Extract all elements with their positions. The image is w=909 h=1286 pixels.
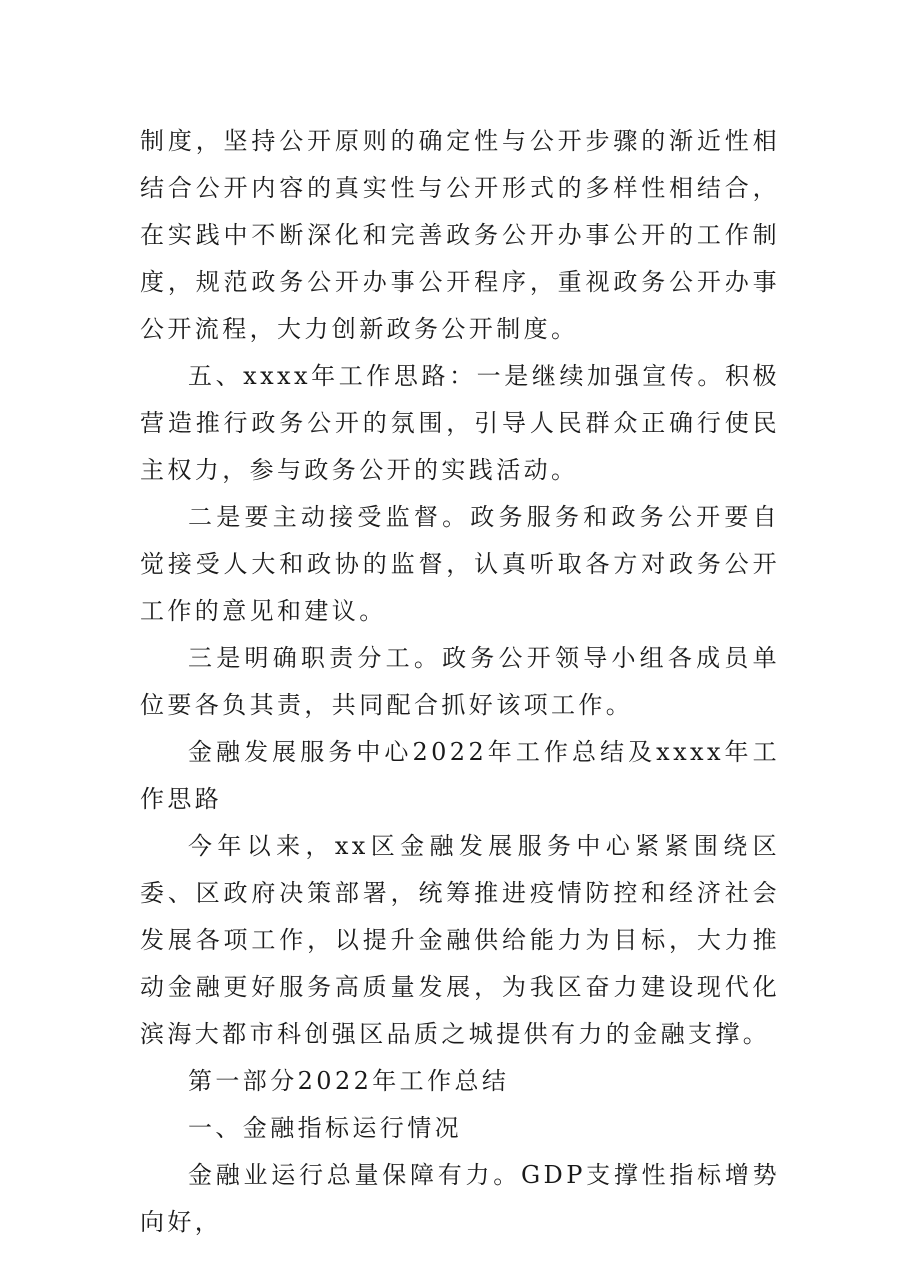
paragraph-financial-indicators: 金融业运行总量保障有力。GDP支撑性指标增势向好， (140, 1161, 780, 1236)
section-title: 金融发展服务中心2022年工作总结及xxxx年工作思路 (140, 738, 780, 813)
paragraph-continuation: 制度，坚持公开原则的确定性与公开步骤的渐近性相结合公开内容的真实性与公开形式的多样性相结合，在实践中不断深化和完善政务公开办事公开的工作制度，规范政务公开办事公开程序，重视政务公开办事公开流程，大力创新政务公开制度。 (140, 127, 780, 343)
paragraph-work-plan: 五、xxxx年工作思路：一是继续加强宣传。积极营造推行政务公开的氛围，引导人民群众正确行使民主权力，参与政务公开的实践活动。 (140, 362, 780, 484)
part-heading: 第一部分2022年工作总结 (188, 1067, 510, 1095)
paragraph-supervision: 二是要主动接受监督。政务服务和政务公开要自觉接受人大和政协的监督，认真听取各方对政务公开工作的意见和建议。 (140, 503, 780, 625)
subsection-heading: 一、金融指标运行情况 (188, 1114, 462, 1142)
document-body (140, 118, 780, 1246)
paragraph-responsibility: 三是明确职责分工。政务公开领导小组各成员单位要各负其责，共同配合抓好该项工作。 (140, 644, 780, 719)
paragraph-introduction: 今年以来，xx区金融发展服务中心紧紧围绕区委、区政府决策部署，统筹推进疫情防控和经济社会发展各项工作，以提升金融供给能力为目标，大力推动金融更好服务高质量发展，为我区奋力建设现代化滨海大都市科创强区品质之城提供有力的金融支撑。 (140, 832, 780, 1048)
